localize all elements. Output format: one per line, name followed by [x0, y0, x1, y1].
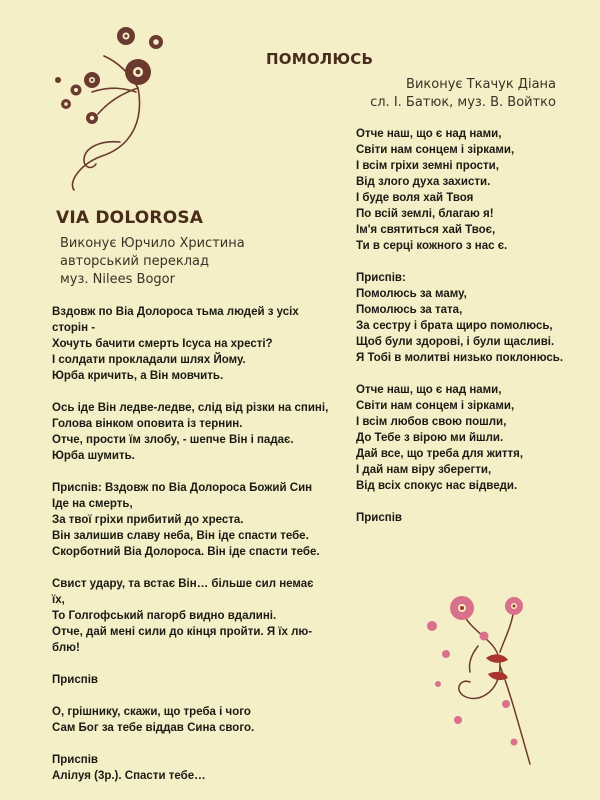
- lyric-line: Сам Бог за тебе віддав Сина свого.: [52, 722, 255, 734]
- lyric-line: Я Тобі в молитві низько поклонюсь.: [356, 352, 564, 364]
- lyric-line: За сестру і брата щиро помолюсь,: [356, 320, 553, 332]
- lyric-line: Приспів: [52, 674, 98, 686]
- stanza: [356, 270, 586, 366]
- lyrics-pomolyus: [356, 126, 586, 542]
- credit-line: авторський переклад: [60, 254, 209, 269]
- lyric-line: Свист удару, та встає Він… більше сил немає: [52, 578, 314, 590]
- lyric-line: Отче, прости їм злобу, - шепче Він і падає.: [52, 434, 294, 446]
- lyric-line: Скорботний Віа Долороса. Він іде спасти тебе.: [52, 546, 320, 558]
- lyric-line: Юрба кричить, а Він мовчить.: [52, 370, 224, 382]
- lyric-line: Юрба шумить.: [52, 450, 135, 462]
- song-title-via-dolorosa: VIA DOLOROSA: [56, 208, 204, 228]
- stanza: [52, 672, 352, 688]
- lyric-line: Приспів:: [356, 272, 406, 284]
- brown-flower-branch-icon: [40, 22, 180, 192]
- lyric-line: І солдати прокладали шлях Йому.: [52, 354, 246, 366]
- stanza: [356, 382, 586, 494]
- lyric-line: Алілуя (3р.). Спасти тебе…: [52, 770, 206, 782]
- lyric-line: Вздовж по Віа Долороса тьма людей з усіх: [52, 306, 299, 318]
- lyric-line: Ім'я святиться хай Твоє,: [356, 224, 496, 236]
- lyric-line: Помолюсь за маму,: [356, 288, 467, 300]
- lyric-line: За твої гріхи прибитий до хреста.: [52, 514, 244, 526]
- lyric-line: Від злого духа захисти.: [356, 176, 491, 188]
- lyric-line: Приспів: Вздовж по Віа Долороса Божий Син: [52, 482, 313, 494]
- lyric-line: І буде воля хай Твоя: [356, 192, 474, 204]
- lyric-line: Щоб були здорові, і були щасливі.: [356, 336, 555, 348]
- lyric-line: Отче, дай мені сили до кінця пройти. Я їх лю-: [52, 626, 313, 638]
- lyric-line: Отче наш, що є над нами,: [356, 128, 502, 140]
- lyric-line: Світи нам сонцем і зірками,: [356, 400, 515, 412]
- credits-via-dolorosa: [60, 235, 245, 289]
- lyric-line: О, грішнику, скажи, що треба і чого: [52, 706, 251, 718]
- lyric-line: Хочуть бачити смерть Ісуса на хресті?: [52, 338, 273, 350]
- credit-line: сл. І. Батюк, муз. В. Войтко: [370, 95, 556, 110]
- stanza: [356, 510, 586, 526]
- stanza: [356, 126, 586, 254]
- stanza: [52, 752, 352, 784]
- lyric-line: блю!: [52, 642, 80, 654]
- lyric-line: По всій землі, благаю я!: [356, 208, 494, 220]
- stanza: [52, 480, 352, 560]
- lyric-line: І всім гріхи земні прости,: [356, 160, 499, 172]
- credit-line: Виконує Ткачук Діана: [406, 77, 556, 92]
- credits-pomolyus: [370, 76, 556, 112]
- lyric-line: Ось іде Він ледве-ледве, слід від різки на спині,: [52, 402, 329, 414]
- lyric-line: сторін -: [52, 322, 96, 334]
- lyric-line: Ти в серці кожного з нас є.: [356, 240, 508, 252]
- lyric-line: І дай нам віру зберегти,: [356, 464, 492, 476]
- credit-line: муз. Nilees Bogor: [60, 272, 175, 287]
- lyric-line: Отче наш, що є над нами,: [356, 384, 502, 396]
- credit-line: Виконує Юрчило Христина: [60, 236, 245, 251]
- lyric-line: Він залишив славу неба, Він іде спасти тебе.: [52, 530, 309, 542]
- lyric-line: Приспів: [52, 754, 98, 766]
- lyric-line: Голова вінком оповита із тернин.: [52, 418, 243, 430]
- lyric-line: До Тебе з вірою ми йшли.: [356, 432, 504, 444]
- lyric-line: І всім любов свою пошли,: [356, 416, 507, 428]
- stanza: [52, 400, 352, 464]
- stanza: [52, 704, 352, 736]
- lyric-line: Помолюсь за тата,: [356, 304, 463, 316]
- lyric-line: Приспів: [356, 512, 402, 524]
- lyric-line: Дай все, що треба для життя,: [356, 448, 524, 460]
- lyric-line: Від всіх спокус нас відведи.: [356, 480, 518, 492]
- lyric-line: їх,: [52, 594, 65, 606]
- lyric-line: Світи нам сонцем і зірками,: [356, 144, 515, 156]
- lyric-line: Іде на смерть,: [52, 498, 133, 510]
- lyric-line: То Голгофський пагорб видно вдалині.: [52, 610, 277, 622]
- stanza: [52, 576, 352, 656]
- pink-flower-branch-icon: [418, 592, 558, 767]
- song-title-pomolyus: ПОМОЛЮСЬ: [266, 50, 374, 68]
- lyrics-via-dolorosa: [52, 304, 352, 800]
- stanza: [52, 304, 352, 384]
